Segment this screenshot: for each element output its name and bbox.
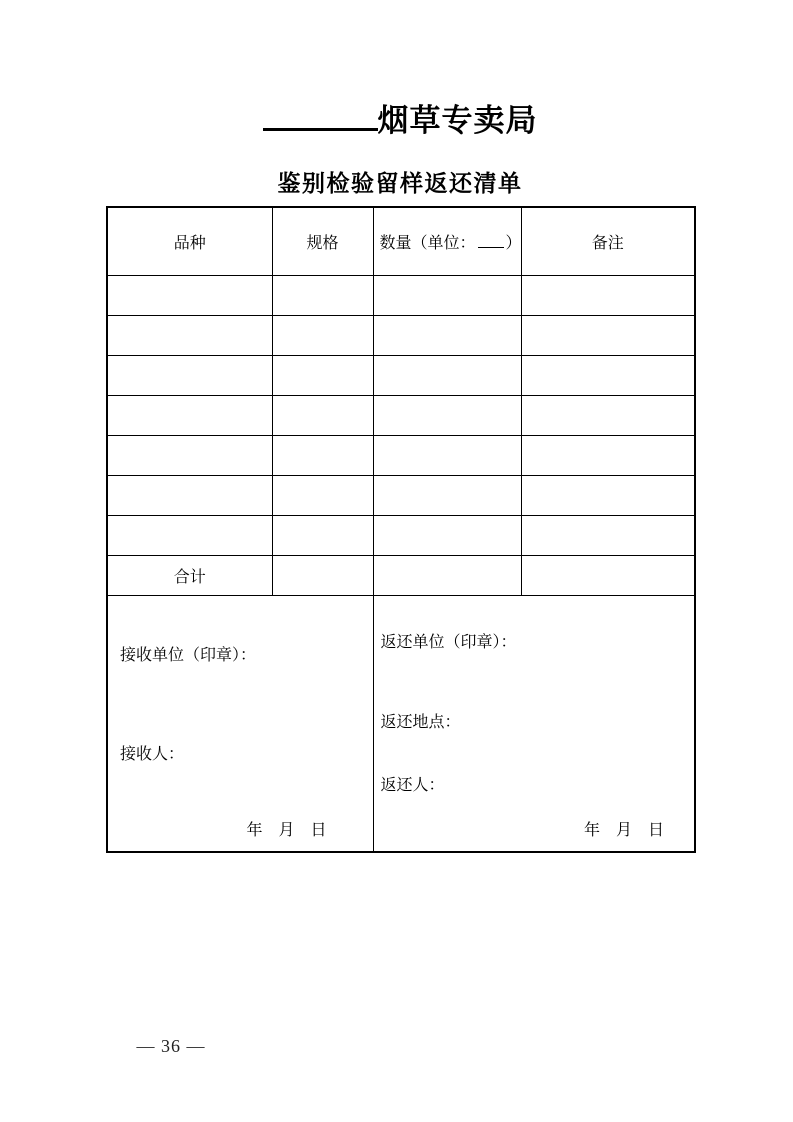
empty-cell [373,315,521,355]
empty-cell [272,515,373,555]
total-row [107,555,695,595]
empty-cell [521,355,695,395]
empty-cell [272,275,373,315]
table-header-row [107,207,695,275]
empty-cell [521,475,695,515]
empty-cell [107,515,272,555]
col-header-quantity [373,207,521,275]
empty-row [107,355,695,395]
return-person-label: 返还人： [380,776,445,794]
empty-cell [107,475,272,515]
document-title [106,100,694,142]
receiver-section [107,595,373,852]
empty-row [107,395,695,435]
form-title: 鉴别检验留样返还清单 [277,170,523,196]
document-title-text: 烟草专卖局 [377,103,538,138]
table-body [107,207,695,852]
empty-cell [107,435,272,475]
empty-row [107,435,695,475]
empty-cell [521,435,695,475]
empty-cell [107,275,272,315]
col-header-variety: 品种 [107,207,272,275]
empty-cell [373,475,521,515]
empty-cell [521,395,695,435]
empty-cell [373,275,521,315]
page-number: — 36 — [136,1036,206,1056]
title-blank-line [263,127,378,131]
col-header-remarks: 备注 [521,207,695,275]
empty-cell [521,515,695,555]
empty-cell [107,395,272,435]
returner-section [373,595,695,852]
quantity-label-suffix: ） [505,234,522,252]
receiver-person-label: 接收人： [120,745,185,763]
empty-cell [373,435,521,475]
empty-row [107,315,695,355]
quantity-label-prefix: 数量（单位： [379,234,476,252]
sample-return-table [106,206,696,853]
col-header-spec: 规格 [272,207,373,275]
empty-row [107,475,695,515]
return-unit-label: 返还单位（印章）： [380,633,517,651]
empty-cell [272,435,373,475]
empty-cell [373,515,521,555]
empty-row [107,515,695,555]
return-date: 年 月 日 [583,822,664,839]
empty-cell [521,315,695,355]
total-quantity-cell [373,555,521,595]
empty-cell [373,395,521,435]
return-place-label: 返还地点： [380,713,461,731]
signature-row [107,595,695,852]
empty-cell [272,395,373,435]
empty-cell [272,315,373,355]
empty-cell [373,355,521,395]
receiver-date: 年 月 日 [246,822,327,839]
empty-row [107,275,695,315]
empty-cell [521,275,695,315]
total-spec-cell [272,555,373,595]
empty-cell [272,355,373,395]
total-label: 合计 [107,555,272,595]
empty-cell [107,355,272,395]
receiver-unit-label: 接收单位（印章）： [120,646,257,664]
empty-cell [107,315,272,355]
empty-cell [272,475,373,515]
total-remarks-cell [521,555,695,595]
unit-blank-line [478,246,504,248]
